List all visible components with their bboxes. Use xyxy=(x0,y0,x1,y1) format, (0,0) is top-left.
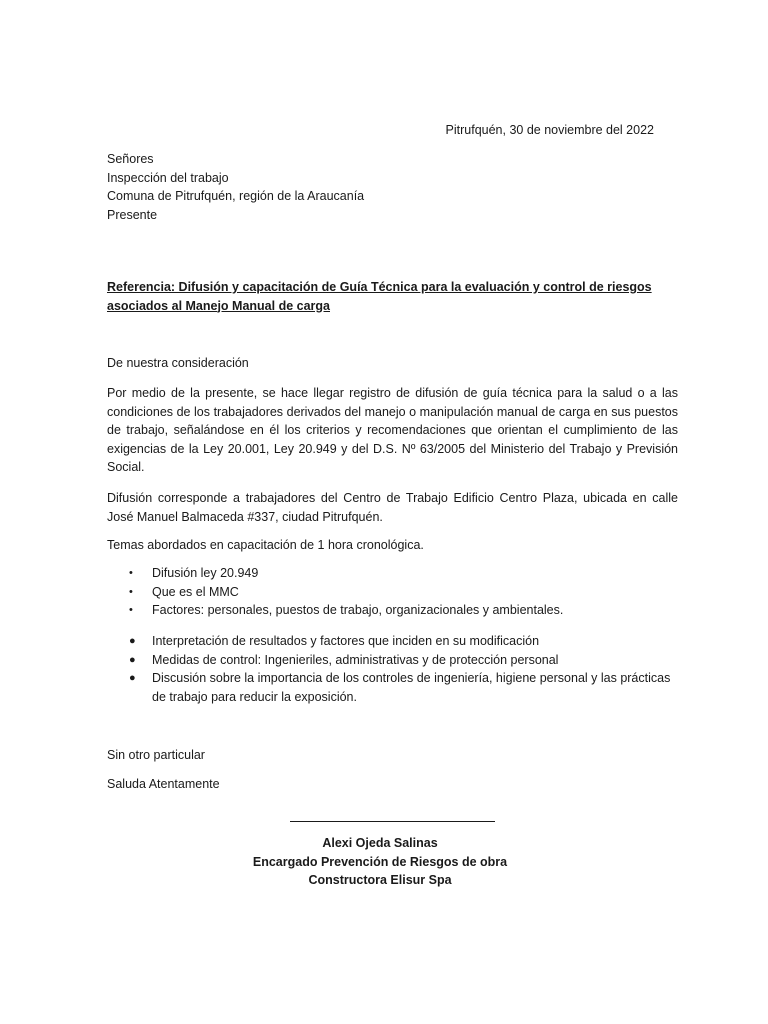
bullet-icon: • xyxy=(129,585,133,598)
topics-list xyxy=(107,564,678,620)
list-item xyxy=(107,632,678,651)
signature-title: Encargado Prevención de Riesgos de obra xyxy=(252,854,508,869)
body-paragraph: Temas abordados en capacitación de 1 hora cronológica. xyxy=(107,538,424,552)
list-item-text: Que es el MMC xyxy=(152,584,239,599)
list-item-text: Factores: personales, puestos de trabajo, organizacionales y ambientales. xyxy=(152,603,564,617)
salutation: De nuestra consideración xyxy=(107,356,249,370)
signature-block xyxy=(230,834,530,890)
bullet-icon: ● xyxy=(129,635,136,647)
list-item-text: Discusión sobre la importancia de los controles de ingeniería, higiene personal y las prácticas de trabajo para reducir la exposición. xyxy=(152,671,671,704)
topics-list xyxy=(107,632,678,706)
signature-company: Constructora Elisur Spa xyxy=(308,873,452,887)
bullet-icon: ● xyxy=(129,672,136,684)
bullet-icon: • xyxy=(129,604,133,616)
list-item xyxy=(107,651,678,670)
list-item xyxy=(107,583,678,602)
reference-line: Referencia: Difusión y capacitación de Guía Técnica para la evaluación y control de riesgos asociados al Manejo Manual de carga xyxy=(107,280,652,313)
signature-line xyxy=(290,821,495,822)
recipient-line: Comuna de Pitrufquén, región de la Araucanía xyxy=(107,189,365,203)
closing-line: Saluda Atentamente xyxy=(107,777,220,791)
list-item xyxy=(107,669,678,706)
recipient-line: Inspección del trabajo xyxy=(107,170,229,185)
list-item xyxy=(107,601,678,620)
body-paragraph: Por medio de la presente, se hace llegar registro de difusión de guía técnica para la salud o a las condiciones de los trabajadores derivados del manejo o manipulación manual de carga en sus puestos de trabajo, señalándose en él los criterios y recomendaciones que orientan el cumplimiento de las exigencias de la Ley 20.001, Ley 20.949 y del D.S. Nº 63/2005 del Ministerio del Trabajo y Previsión Social. xyxy=(107,386,678,474)
letter-date: Pitrufquén, 30 de noviembre del 2022 xyxy=(445,123,654,137)
closing-line: Sin otro particular xyxy=(107,748,205,762)
list-item xyxy=(107,564,678,583)
list-item-text: Interpretación de resultados y factores que inciden en su modificación xyxy=(152,634,540,648)
body-paragraph: Difusión corresponde a trabajadores del Centro de Trabajo Edificio Centro Plaza, ubicada en calle José Manuel Balmaceda #337, ciudad Pitrufquén. xyxy=(107,491,678,524)
recipient-block xyxy=(107,150,364,224)
recipient-line: Presente xyxy=(107,207,158,222)
signature-name: Alexi Ojeda Salinas xyxy=(322,836,438,850)
recipient-line: Señores xyxy=(107,152,154,166)
list-item-text: Medidas de control: Ingenieriles, administrativas y de protección personal xyxy=(152,652,559,667)
bullet-icon: • xyxy=(129,567,133,579)
bullet-icon: ● xyxy=(129,653,136,666)
list-item-text: Difusión ley 20.949 xyxy=(152,566,259,580)
